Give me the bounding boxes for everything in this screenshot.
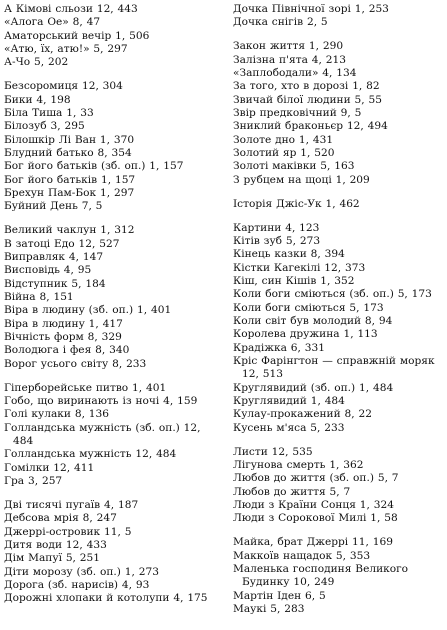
- index-entry: Брехун Пам-Бок 1, 297: [4, 187, 135, 200]
- index-entry: Віра в людину (зб. оп.) 1, 401: [4, 304, 172, 317]
- index-entry: Звір предковічний 9, 5: [233, 107, 362, 119]
- index-entry: Гобо, що виринають із ночі 4, 159: [4, 395, 198, 408]
- group-separator: [233, 211, 443, 222]
- index-column-left: [4, 3, 218, 606]
- index-entry: Листи 12, 535: [233, 445, 313, 458]
- index-entry: Гіперборейське питво 1, 401: [4, 381, 167, 394]
- index-entry: Кітів зуб 5, 273: [233, 234, 321, 247]
- index-entry: А Кімові сльози 12, 443: [4, 3, 138, 15]
- index-entry: Історія Джіс-Ук 1, 462: [233, 197, 360, 210]
- group-separator: [233, 526, 443, 537]
- index-entry: Картини 4, 123: [233, 221, 320, 234]
- index-entry: Коли боги сміються 5, 173: [233, 301, 384, 314]
- index-entry: Бог його батьків 1, 157: [4, 173, 136, 186]
- index-entry: «Заплободали» 4, 134: [233, 66, 357, 79]
- index-entry: Маленька господиня Великого Будинку 10, 249: [233, 563, 409, 589]
- index-entry: Відступник 5, 184: [4, 277, 106, 290]
- index-entry: Війна 8, 151: [4, 291, 74, 304]
- index-entry: З рубцем на щоці 1, 209: [233, 173, 370, 186]
- index-entry: А-Чо 5, 202: [4, 56, 69, 69]
- group-separator: [233, 435, 443, 446]
- index-entry: Лігунова смерть 1, 362: [233, 459, 364, 472]
- index-entry: Великий чаклун 1, 312: [4, 224, 135, 237]
- group-separator: [233, 187, 443, 198]
- index-entry: Коли боги сміються (зб. оп.) 5, 173: [233, 288, 432, 301]
- index-entry: Гра 3, 257: [4, 475, 63, 488]
- index-entry: Любов до життя (зб. оп.) 5, 7: [233, 472, 399, 485]
- index-entry: «Алога Ое» 8, 47: [4, 16, 101, 29]
- index-entry: Мартін Іден 6, 5: [233, 589, 326, 602]
- index-entry: Висповідь 4, 95: [4, 264, 92, 277]
- group-separator: [4, 214, 218, 225]
- index-entry: Коли світ був молодий 8, 94: [233, 315, 393, 327]
- index-entry: Білошкір Лі Ван 1, 370: [4, 133, 135, 146]
- index-entry: В затоці Едо 12, 527: [4, 237, 120, 250]
- index-entry: Маккоїв нащадок 5, 353: [233, 549, 371, 562]
- index-entry: Дорога (зб. нарисів) 4, 93: [4, 579, 150, 592]
- group-separator: [4, 488, 218, 499]
- index-entry: Дебсова мрія 8, 247: [4, 512, 117, 525]
- index-entry: Віра в людину 1, 417: [4, 317, 123, 330]
- index-entry: Люди з Сорокової Милі 1, 58: [233, 512, 398, 525]
- index-entry: Кусень м'яса 5, 233: [233, 421, 345, 434]
- index-entry: Діти морозу (зб. оп.) 1, 273: [4, 565, 159, 578]
- index-entry: Блудний батько 8, 354: [4, 147, 132, 160]
- index-entry: Ворог усього світу 8, 233: [4, 357, 147, 370]
- index-entry: Любов до життя 5, 7: [233, 485, 351, 498]
- index-entry: Кулау-прокажений 8, 22: [233, 408, 372, 421]
- index-entry: Голі кулаки 8, 136: [4, 408, 110, 421]
- index-entry: Дитя води 12, 433: [4, 539, 107, 552]
- index-entry: Зниклий браконьєр 12, 494: [233, 120, 388, 133]
- index-entry: Люди з Країни Сонця 1, 324: [233, 499, 394, 512]
- index-entry: Вічність форм 8, 329: [4, 331, 122, 344]
- index-entry: Кріс Фарінгтон — справжній моряк 12, 513: [233, 355, 435, 381]
- index-entry: Аматорський вечір 1, 506: [4, 29, 150, 42]
- index-entry: Бог його батьків (зб. оп.) 1, 157: [4, 160, 184, 173]
- index-entry: Голландська мужність 12, 484: [4, 448, 177, 461]
- index-entry: Голландська мужність (зб. оп.) 12, 484: [4, 421, 201, 448]
- index-entry: Закон життя 1, 290: [233, 40, 344, 53]
- index-entry: Біла Тиша 1, 33: [4, 107, 94, 119]
- index-entry: Гомілки 12, 411: [4, 461, 95, 474]
- index-entry: Дві тисячі пугаїв 4, 187: [4, 499, 139, 512]
- index-entry: Джеррі-островик 11, 5: [4, 525, 132, 538]
- index-entry: Дорожні хлопаки й котолупи 4, 175: [4, 592, 208, 605]
- index-entry: Золоті маківки 5, 163: [233, 160, 355, 173]
- index-entry: Звичай білої людини 5, 55: [233, 93, 382, 106]
- index-entry: Маукі 5, 283: [233, 603, 305, 616]
- group-separator: [4, 371, 218, 382]
- index-entry: Виправляк 4, 147: [4, 251, 104, 264]
- index-entry: За того, хто в дорозі 1, 82: [233, 80, 380, 93]
- index-entry: Дочка снігів 2, 5: [233, 16, 328, 29]
- index-entry: Білозуб 3, 295: [4, 120, 85, 133]
- index-entry: Майка, брат Джеррі 11, 169: [233, 536, 393, 549]
- index-entry: Королева дружина 1, 113: [233, 328, 378, 341]
- index-entry: Золотий яр 1, 520: [233, 147, 335, 160]
- index-entry: Буйний День 7, 5: [4, 200, 103, 213]
- index-entry: Залізна п'ята 4, 213: [233, 53, 346, 66]
- index-entry: Кіш, син Кішів 1, 352: [233, 274, 355, 287]
- index-entry: Бики 4, 198: [4, 93, 71, 106]
- index-entry: Володюга і фея 8, 340: [4, 344, 130, 357]
- index-entry: Безсоромиця 12, 304: [4, 80, 123, 93]
- index-entry: Золоте дно 1, 431: [233, 133, 334, 146]
- index-column-right: [233, 3, 443, 616]
- index-entry: Крадіжка 6, 331: [233, 341, 325, 354]
- index-entry: «Атю, їх, атю!» 5, 297: [4, 43, 128, 56]
- index-entry: Кінець казки 8, 394: [233, 248, 345, 261]
- index-entry: Круглявидий 1, 484: [233, 395, 345, 408]
- index-entry: Дочка Північної зорі 1, 253: [233, 3, 389, 15]
- index-entry: Круглявидий (зб. оп.) 1, 484: [233, 381, 394, 394]
- index-entry: Кістки Кагекілі 12, 373: [233, 261, 366, 274]
- group-separator: [4, 70, 218, 81]
- index-entry: Дім Мапуї 5, 251: [4, 552, 101, 565]
- group-separator: [233, 30, 443, 41]
